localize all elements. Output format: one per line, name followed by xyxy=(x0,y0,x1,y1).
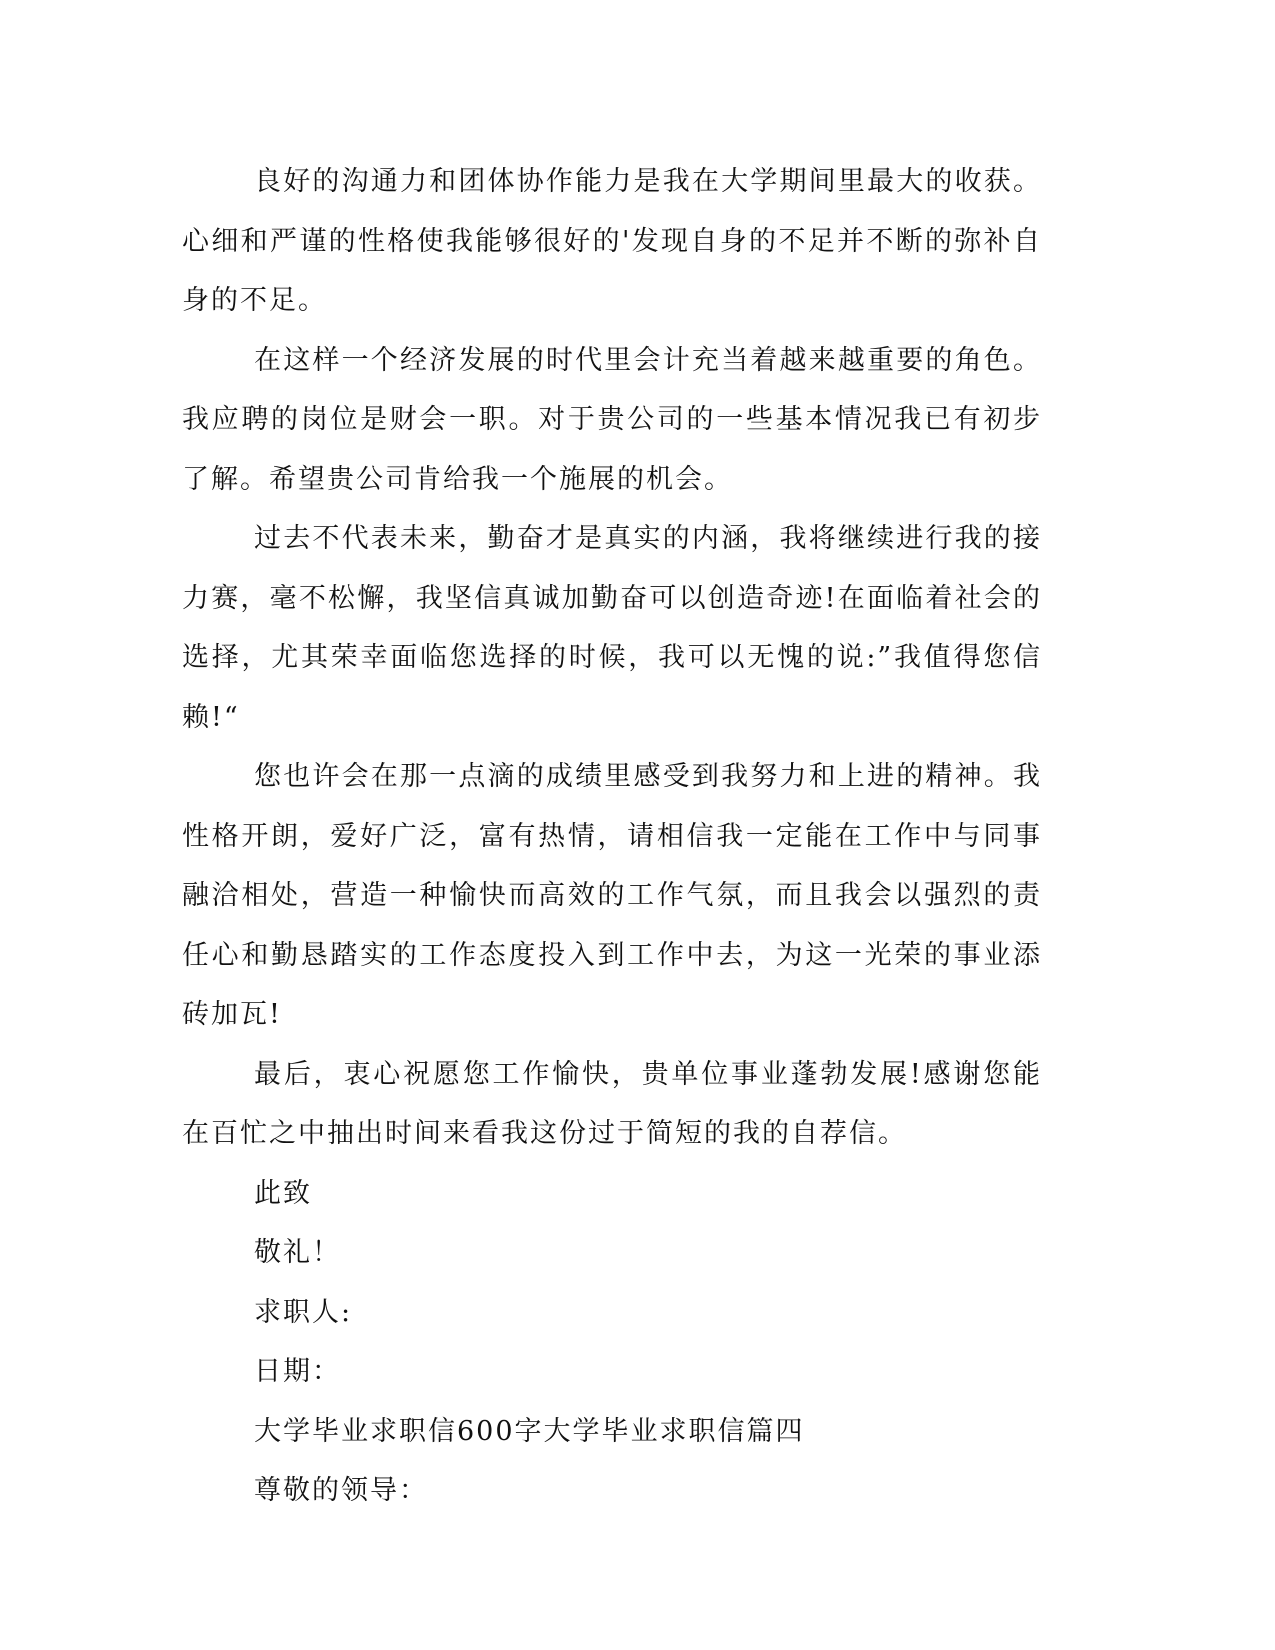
next-greeting: 尊敬的领导： xyxy=(254,1475,428,1506)
paragraph-1: 良好的沟通力和团体协作能力是我在大学期间里最大的收获。心细和严谨的性格使我能够很好的'发现自身的不足并不断的弥补自身的不足。 xyxy=(182,166,1042,316)
paragraph-5: 最后，衷心祝愿您工作愉快，贵单位事业蓬勃发展!感谢您能在百忙之中抽出时间来看我这份过于简短的我的自荐信。 xyxy=(182,1058,1042,1149)
paragraph-2: 在这样一个经济发展的时代里会计充当着越来越重要的角色。我应聘的岗位是财会一职。对于贵公司的一些基本情况我已有初步了解。希望贵公司肯给我一个施展的机会。 xyxy=(182,344,1042,495)
salute-line: 敬礼！ xyxy=(254,1237,341,1268)
document-page xyxy=(182,152,1042,1521)
applicant-label: 求职人: xyxy=(254,1296,353,1328)
date-label: 日期： xyxy=(254,1356,341,1387)
paragraph-4: 您也许会在那一点滴的成绩里感受到我努力和上进的精神。我性格开朗，爱好广泛，富有热情，请相信我一定能在工作中与同事融洽相处，营造一种愉快而高效的工作气氛，而且我会以强烈的责任心和勤恳踏实的工作态度投入到工作中去，为这一光荣的事业添砖加瓦! xyxy=(182,761,1042,1030)
closing-line: 此致 xyxy=(254,1177,312,1209)
paragraph-3: 过去不代表未来，勤奋才是真实的内涵，我将继续进行我的接力赛，毫不松懈，我坚信真诚加勤奋可以创造奇迹!在面临着社会的选择，尤其荣幸面临您选择的时候，我可以无愧的说:”我值得您信赖!“ xyxy=(182,523,1042,733)
next-section-title: 大学毕业求职信600字大学毕业求职信篇四 xyxy=(254,1415,805,1447)
